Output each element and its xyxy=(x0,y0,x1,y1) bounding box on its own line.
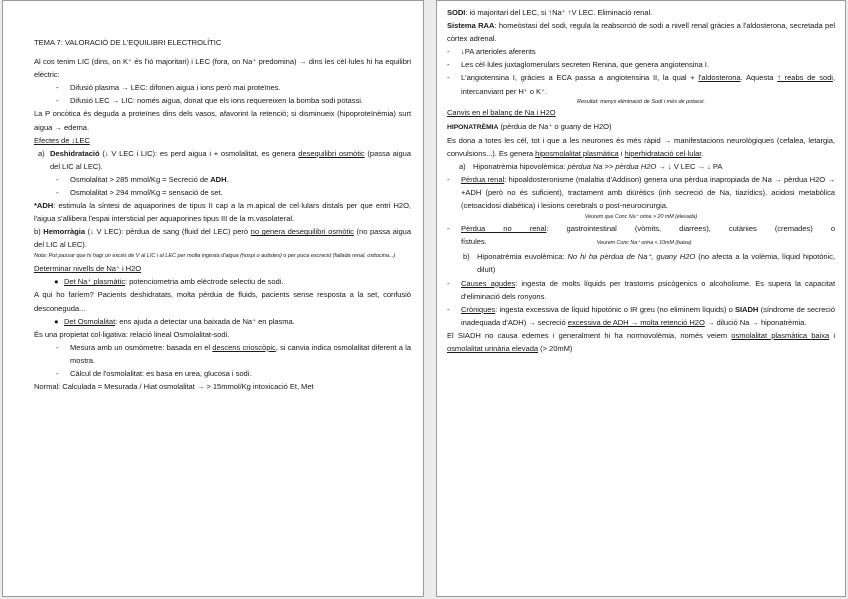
list-item xyxy=(447,222,835,250)
list-item xyxy=(34,186,411,199)
right-page xyxy=(436,0,846,597)
adh-paragraph: *ADH: estimula la síntesi de aquaporines de tipus II cap a la m.apical de cel·lulars distals per que entri H2O, l'aigua s'allibera l'espai intersticial per aquaporines tipus III de la m.vasolateral. xyxy=(34,201,411,224)
list-dash: - xyxy=(447,60,450,70)
bullet-item xyxy=(34,315,411,328)
dehydration-item xyxy=(34,147,411,173)
list-dash: - xyxy=(56,96,59,106)
osmolality-294: Osmolalitat > 294 mmol/Kg = sensació de set. xyxy=(70,188,223,198)
page-title: TEMA 7: VALORACIÓ DE L'EQUILIBRI ELECTROLÍTIC xyxy=(34,38,222,47)
list-item xyxy=(34,94,411,107)
siadh-paragraph: El SIADH no causa edemes i generalment hi ha normovolèmia, només veiem osmolalitat plasmàtica baixa i osmolalitat urinària elevada (> 20mM) xyxy=(447,330,835,354)
note-paragraph: Nota: Pot passar que hi hagi un excés de V al LIC i al LEC per molta ingesta d'aigua (hospi o autistes) o per poca excreció (fallada renal, oxitocina...) xyxy=(34,252,396,259)
sodi-paragraph: SODI: ió majoritari del LEC, si ↑Na⁺ ↑V LEC. Eliminació renal. xyxy=(447,8,653,17)
renal-loss-text: Pèrdua renal: hipoaldosteronisme (malaltia d'Addison) genera una pèrdua inapropiada de Na → pèrdua H2O → +ADH (però no és suficient), tractament amb diürètics (inh secreció de Na, tiazídics), acidosi metabòlica (cetoacidosi diabètica) i lesions cerebrals o post-neurocirurgia. xyxy=(461,174,835,211)
changes-heading: Canvis en el balanç de Na i H2O xyxy=(447,108,556,118)
list-dash: - xyxy=(56,342,59,352)
bullet-dot: ● xyxy=(54,277,59,287)
hyponatremia-title: HIPONATRÈMIA (pèrdua de Na⁺ o guany de H2O) xyxy=(447,121,612,131)
normal-paragraph: Normal: Calculada = Mesurada / Hiat osmolalitat → > 15mmol/Kg intoxicació Et, Met xyxy=(34,382,314,392)
euvolemic-text: Hiponatrèmia euvolèmica: No hi ha pèrdua de Na⁺, guany H2O (no afecta a la volèmia, líquid hipotònic, diluït) xyxy=(477,252,836,275)
diffusion-plasma: Difusió plasma → LEC: difonen aigua i ions però mai proteïnes. xyxy=(70,83,281,93)
hypovolemic-text: Hiponatrèmia hipovolèmica: pèrdua Na >> pèrdua H2O → ↓ V LEC → ↓ PA xyxy=(473,161,723,171)
det-osmolality-text: Det Osmolalitat: ens ajuda a detectar una baixada de Na⁺ en plasma. xyxy=(64,316,295,326)
bullet-item xyxy=(34,275,411,288)
list-dash: - xyxy=(447,47,450,57)
hemorrhage-paragraph: b) Hemorràgia (↓ V LEC): pèrdua de sang (fluid del LEC) però no genera desequilibri osmòtic (no passa aigua del LIC al LEC). xyxy=(34,227,411,250)
raa-step-3: L'angiotensina I, gràcies a ECA passa a angiotensina II, la qual + l'aldosterona. Aquesta ↑ reabs de sodi, intercanviant per H⁺ o K⁺. xyxy=(461,73,835,96)
determine-heading: Determinar nivells de Na⁺ i H2O xyxy=(34,264,142,274)
item-label: a) xyxy=(459,161,466,171)
chronic-causes-text: Cròniques: ingesta excessiva de líquid hipotònic o IR greu (no eliminem líquids) o SIADH (síndrome de secreció inadequada d'ADH) → secreció excessiva de ADH → molta retenció H2O → dilució Na → hiponatrèmia. xyxy=(461,304,835,327)
bullet-dot: ● xyxy=(54,316,59,326)
oncotic-paragraph: La P oncòtica és deguda a proteïnes dins dels vasos, afavorint la retenció; si disminueix (hipoproteïnèmia) surt aigua → edema. xyxy=(34,109,411,132)
raa-step-2: Les cèl·lules juxtaglomerulars secreten Renina, que genera angiotensina I. xyxy=(461,60,709,70)
hyponatremia-intro: Es dona a totes les cèl, tot i que a les neurones és més ràpid → manifestacions neurològiques (cefalea, letargia, convulsions...). Es genera hiposmolalitat plasmàtica i hiperhidratació cel·lular. xyxy=(447,135,835,158)
list-item xyxy=(447,71,835,97)
left-page xyxy=(2,0,424,597)
colligative-paragraph: És una propietat col·ligativa: relació lineal Osmolalitat-sodi. xyxy=(34,329,230,339)
measure-calc: Càlcul de l'osmolalitat: es basa en urea, glucosa i sodi. xyxy=(70,369,252,379)
list-dash: - xyxy=(56,188,59,198)
list-item xyxy=(447,45,835,58)
list-item xyxy=(447,173,835,212)
list-dash: - xyxy=(56,83,59,93)
list-dash: - xyxy=(447,304,450,314)
question-paragraph: A qui ho faríem? Pacients deshidratats, molta pèrdua de fluids, pacients sense resposta a la set, confusió desconeguda... xyxy=(34,290,411,313)
intro-paragraph: Al cos tenim LIC (dins, on K⁺ és l'ió majoritari) i LEC (fora, on Na⁺ predomina) → dins les cèl·lules hi ha equilibri elèctric: xyxy=(34,57,411,80)
hypovolemic-item xyxy=(447,160,835,173)
list-dash: - xyxy=(56,369,59,379)
osmolality-285: Osmolalitat > 285 mmol/Kg = Secreció de ADH. xyxy=(70,174,229,184)
list-item xyxy=(34,81,411,94)
effects-heading: Efectes de ↓LEC xyxy=(34,135,90,145)
nonrenal-loss-text: Pèrdua no renal: gastrointestinal (vòmits, diarrees), cutànies (cremades) o fístules. Veurem Conc Na⁺ orina < 10mM (baixa) xyxy=(461,224,836,247)
list-item xyxy=(34,367,411,380)
list-item xyxy=(447,303,835,329)
dehydration-text: Deshidratació (↓ V LEC i LIC): es perd aigua i + osmolalitat, es genera desequilibri osmòtic (passa aigua del LIC al LEC). xyxy=(50,148,411,171)
result-note: Resultat: menys eliminació de Sodi i més de potassi. xyxy=(577,98,705,105)
item-label: a) xyxy=(38,148,45,158)
list-dash: - xyxy=(447,278,450,288)
euvolemic-item xyxy=(447,250,835,276)
list-dash: - xyxy=(447,73,450,83)
measure-osmometer: Mesura amb un osmòmetre: basada en el descens crioscòpic, si canvia indica osmolalitat diferent a la mostra. xyxy=(70,342,411,365)
list-item xyxy=(447,58,835,71)
acute-causes-text: Causes agudes: ingesta de molts líquids per trastorns psicògenics o alcoholisme. Es supera la capacitat d'eliminació dels ronyons. xyxy=(461,278,836,301)
diffusion-lec: Difusió LEC → LIC: només aigua, donat que els ions requereixen la bomba sodi potassi. xyxy=(70,96,363,106)
det-na-text: Det Na⁺ plasmàtic: potenciometria amb elèctrode selectiu de sodi. xyxy=(64,277,284,287)
list-dash: - xyxy=(447,224,450,234)
list-item xyxy=(447,277,835,303)
list-dash: - xyxy=(56,174,59,184)
list-dash: - xyxy=(447,174,450,184)
raa-step-1: ↓PA arterioles aferents xyxy=(461,47,536,57)
list-item xyxy=(34,173,411,186)
item-label: b) xyxy=(463,252,470,262)
list-item xyxy=(34,341,411,367)
raa-paragraph: Sistema RAA: homeòstasi del sodi, regula la reabsorció de sodi a nivell renal gràcies a l'aldosterona, secretada pel còrtex adrenal. xyxy=(447,21,836,44)
renal-note: Veurem que Conc Na⁺ orina > 20 mM (elevada) xyxy=(584,214,698,221)
